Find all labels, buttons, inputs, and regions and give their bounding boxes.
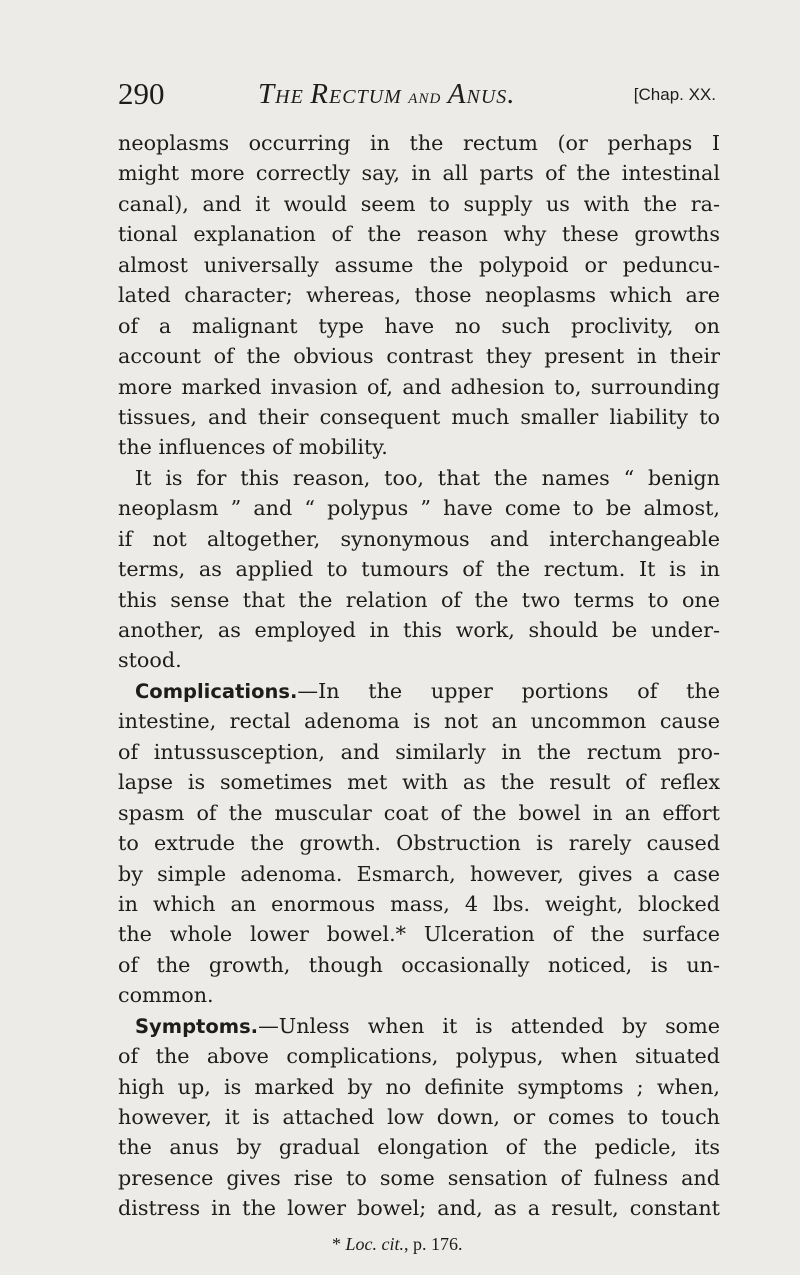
text-line: of intussusception, and similarly in the rectum pro- bbox=[118, 739, 720, 764]
text-line: neoplasm ” and “ polypus ” have come to be almost, bbox=[118, 496, 720, 521]
text-line: terms, as applied to tumours of the rectum. It is in bbox=[118, 557, 720, 582]
page-header bbox=[118, 76, 716, 116]
text-line: high up, is marked by no definite symptoms ; when, bbox=[118, 1074, 720, 1099]
footnote bbox=[332, 1232, 463, 1256]
footnote-citation: Loc. cit. bbox=[345, 1234, 404, 1254]
paragraph-1 bbox=[118, 128, 720, 463]
text-line: account of the obvious contrast they present in their bbox=[118, 344, 720, 369]
text-line: stood. bbox=[118, 648, 182, 673]
text-line: tissues, and their consequent much smaller liability to bbox=[118, 404, 720, 429]
text-line: the influences of mobility. bbox=[118, 435, 388, 460]
text-line: intestine, rectal adenoma is not an uncommon cause bbox=[118, 709, 720, 734]
footnote-marker: * bbox=[332, 1234, 346, 1254]
section-heading-symptoms: Symptoms. bbox=[135, 1014, 259, 1038]
running-title-the: The bbox=[258, 78, 304, 110]
text-line: spasm of the muscular coat of the bowel in an effort bbox=[118, 800, 720, 825]
heading-line-rest: —Unless when it is attended by some bbox=[258, 1013, 720, 1038]
text-line: lated character; whereas, those neoplasms which are bbox=[118, 283, 720, 308]
section-heading-complications: Complications. bbox=[135, 679, 298, 703]
text-line: of a malignant type have no such proclivity, on bbox=[118, 313, 720, 338]
paragraph-symptoms bbox=[118, 1011, 720, 1224]
text-line: however, it is attached low down, or comes to touch bbox=[118, 1105, 720, 1129]
text-line: by simple adenoma. Esmarch, however, gives a case bbox=[118, 861, 720, 886]
text-line: of the growth, though occasionally noticed, is un- bbox=[118, 952, 720, 977]
running-title-rectum: Rectum bbox=[310, 78, 402, 110]
paragraph-complications bbox=[118, 676, 720, 1011]
text-line: presence gives rise to some sensation of fulness and bbox=[118, 1165, 720, 1190]
text-line: the anus by gradual elongation of the pedicle, its bbox=[118, 1135, 720, 1160]
heading-line-rest: —In the upper portions of the bbox=[297, 678, 720, 703]
text-line: in which an enormous mass, 4 lbs. weight, blocked bbox=[118, 891, 720, 916]
text-line: lapse is sometimes met with as the result of reflex bbox=[118, 770, 720, 795]
text-line bbox=[118, 1011, 720, 1041]
text-line: might more correctly say, in all parts of the intestinal bbox=[118, 161, 720, 186]
footnote-page: , p. 176. bbox=[404, 1234, 463, 1254]
text-line: this sense that the relation of the two terms to one bbox=[118, 587, 720, 612]
chapter-reference: [Chap. XX. bbox=[633, 85, 716, 104]
paragraph-2 bbox=[118, 463, 720, 676]
text-line: the whole lower bowel.* Ulceration of the surface bbox=[118, 922, 720, 947]
text-line: tional explanation of the reason why these growths bbox=[118, 222, 720, 247]
running-title bbox=[258, 76, 516, 114]
body-text bbox=[118, 128, 720, 1224]
text-line: distress in the lower bowel; and, as a result, constant bbox=[118, 1196, 720, 1221]
text-line: almost universally assume the polypoid or peduncu- bbox=[118, 252, 720, 277]
text-line: canal), and it would seem to supply us with the ra- bbox=[118, 191, 720, 216]
text-line: common. bbox=[118, 983, 214, 1008]
text-line: neoplasms occurring in the rectum (or perhaps I bbox=[118, 131, 720, 155]
page-number: 290 bbox=[118, 76, 165, 111]
text-line bbox=[118, 676, 720, 706]
running-title-and: and bbox=[408, 83, 442, 108]
text-line: to extrude the growth. Obstruction is rarely caused bbox=[118, 831, 720, 856]
text-line: It is for this reason, too, that the names “ benign bbox=[135, 465, 720, 490]
running-title-anus: Anus. bbox=[447, 78, 516, 110]
text-line: if not altogether, synonymous and interchangeable bbox=[118, 526, 720, 551]
text-line: of the above complications, polypus, when situated bbox=[118, 1044, 720, 1069]
text-line: another, as employed in this work, should be under- bbox=[118, 618, 720, 642]
text-line: more marked invasion of, and adhesion to, surrounding bbox=[118, 374, 720, 399]
